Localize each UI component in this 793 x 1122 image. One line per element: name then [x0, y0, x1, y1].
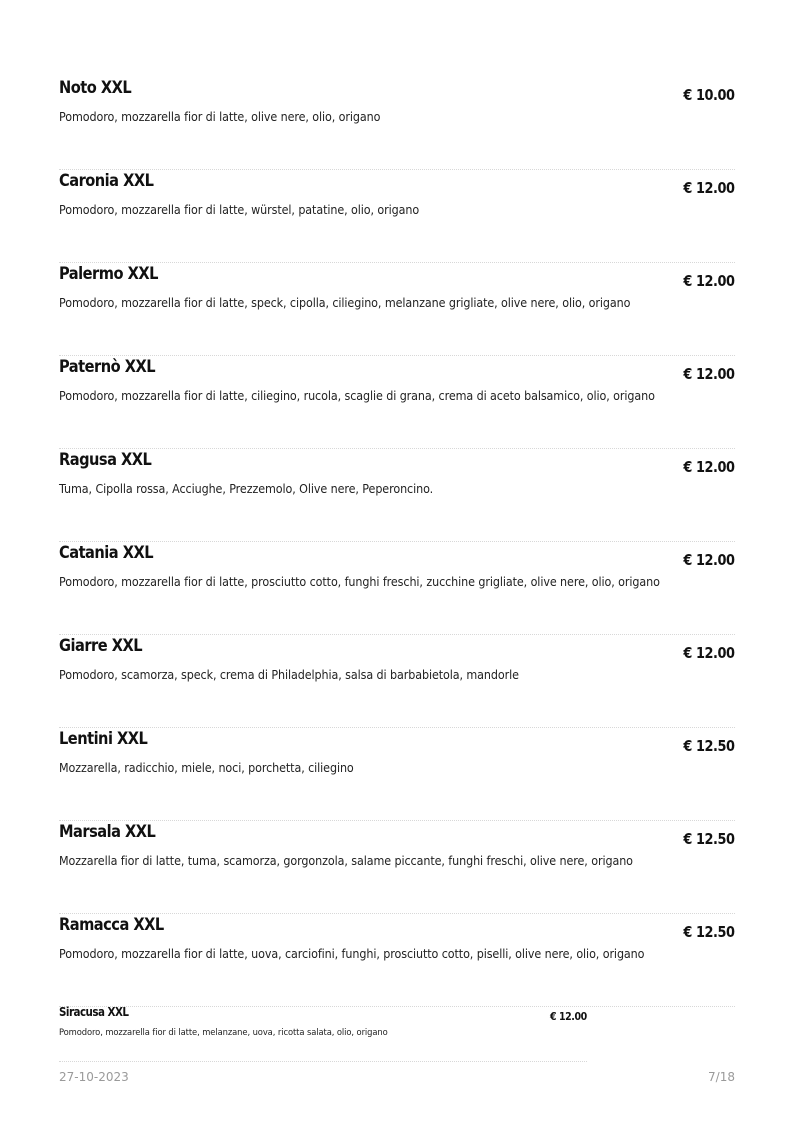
menu-item — [59, 450, 735, 542]
item-description: Pomodoro, mozzarella fior di latte, prosciutto cotto, funghi freschi, zucchine grigliate, olive nere, olio, origano — [59, 575, 660, 589]
menu-item — [59, 543, 735, 635]
item-name: Giarre XXL — [59, 636, 143, 656]
page-number: 7/18 — [708, 1070, 735, 1084]
item-price: € 12.00 — [683, 551, 735, 569]
item-description: Mozzarella fior di latte, tuma, scamorza, gorgonzola, salame piccante, funghi freschi, olive nere, origano — [59, 854, 633, 868]
item-price: € 12.00 — [683, 179, 735, 197]
item-description: Mozzarella, radicchio, miele, noci, porchetta, ciliegino — [59, 761, 354, 775]
item-price: € 12.50 — [683, 830, 735, 848]
item-description: Pomodoro, mozzarella fior di latte, olive nere, olio, origano — [59, 110, 381, 124]
item-description: Tuma, Cipolla rossa, Acciughe, Prezzemolo, Olive nere, Peperoncino. — [59, 482, 434, 496]
item-name: Caronia XXL — [59, 171, 154, 191]
footer-date: 27-10-2023 — [59, 1070, 129, 1084]
item-name: Siracusa XXL — [59, 1005, 129, 1019]
item-description: Pomodoro, mozzarella fior di latte, speck, cipolla, ciliegino, melanzane grigliate, olive nere, olio, origano — [59, 296, 631, 310]
item-price: € 12.00 — [683, 458, 735, 476]
item-name: Marsala XXL — [59, 822, 156, 842]
item-name: Paternò XXL — [59, 357, 156, 377]
item-price: € 12.00 — [550, 1010, 587, 1023]
item-description: Pomodoro, mozzarella fior di latte, melanzane, uova, ricotta salata, olio, origano — [59, 1028, 388, 1038]
item-price: € 12.00 — [683, 365, 735, 383]
item-price: € 10.00 — [683, 86, 735, 104]
item-description: Pomodoro, mozzarella fior di latte, ciliegino, rucola, scaglie di grana, crema di aceto balsamico, olio, origano — [59, 389, 655, 403]
item-name: Catania XXL — [59, 543, 154, 563]
menu-item — [59, 264, 735, 356]
item-name: Palermo XXL — [59, 264, 158, 284]
item-price: € 12.50 — [683, 923, 735, 941]
menu-list — [59, 78, 735, 1007]
item-description: Pomodoro, mozzarella fior di latte, uova, carciofini, funghi, prosciutto cotto, piselli, olive nere, olio, origano — [59, 947, 645, 961]
menu-item — [59, 171, 735, 263]
menu-item — [59, 357, 735, 449]
item-name: Noto XXL — [59, 78, 132, 98]
item-description: Pomodoro, scamorza, speck, crema di Philadelphia, salsa di barbabietola, mandorle — [59, 668, 519, 682]
menu-item — [59, 636, 735, 728]
item-description: Pomodoro, mozzarella fior di latte, würstel, patatine, olio, origano — [59, 203, 420, 217]
item-name: Ragusa XXL — [59, 450, 152, 470]
item-price: € 12.50 — [683, 737, 735, 755]
menu-item — [59, 822, 735, 914]
item-name: Ramacca XXL — [59, 915, 164, 935]
menu-item — [59, 78, 735, 170]
item-price: € 12.00 — [683, 272, 735, 290]
item-name: Lentini XXL — [59, 729, 148, 749]
menu-item — [59, 915, 735, 1007]
menu-item-small — [59, 1003, 587, 1062]
menu-item — [59, 729, 735, 821]
item-price: € 12.00 — [683, 644, 735, 662]
